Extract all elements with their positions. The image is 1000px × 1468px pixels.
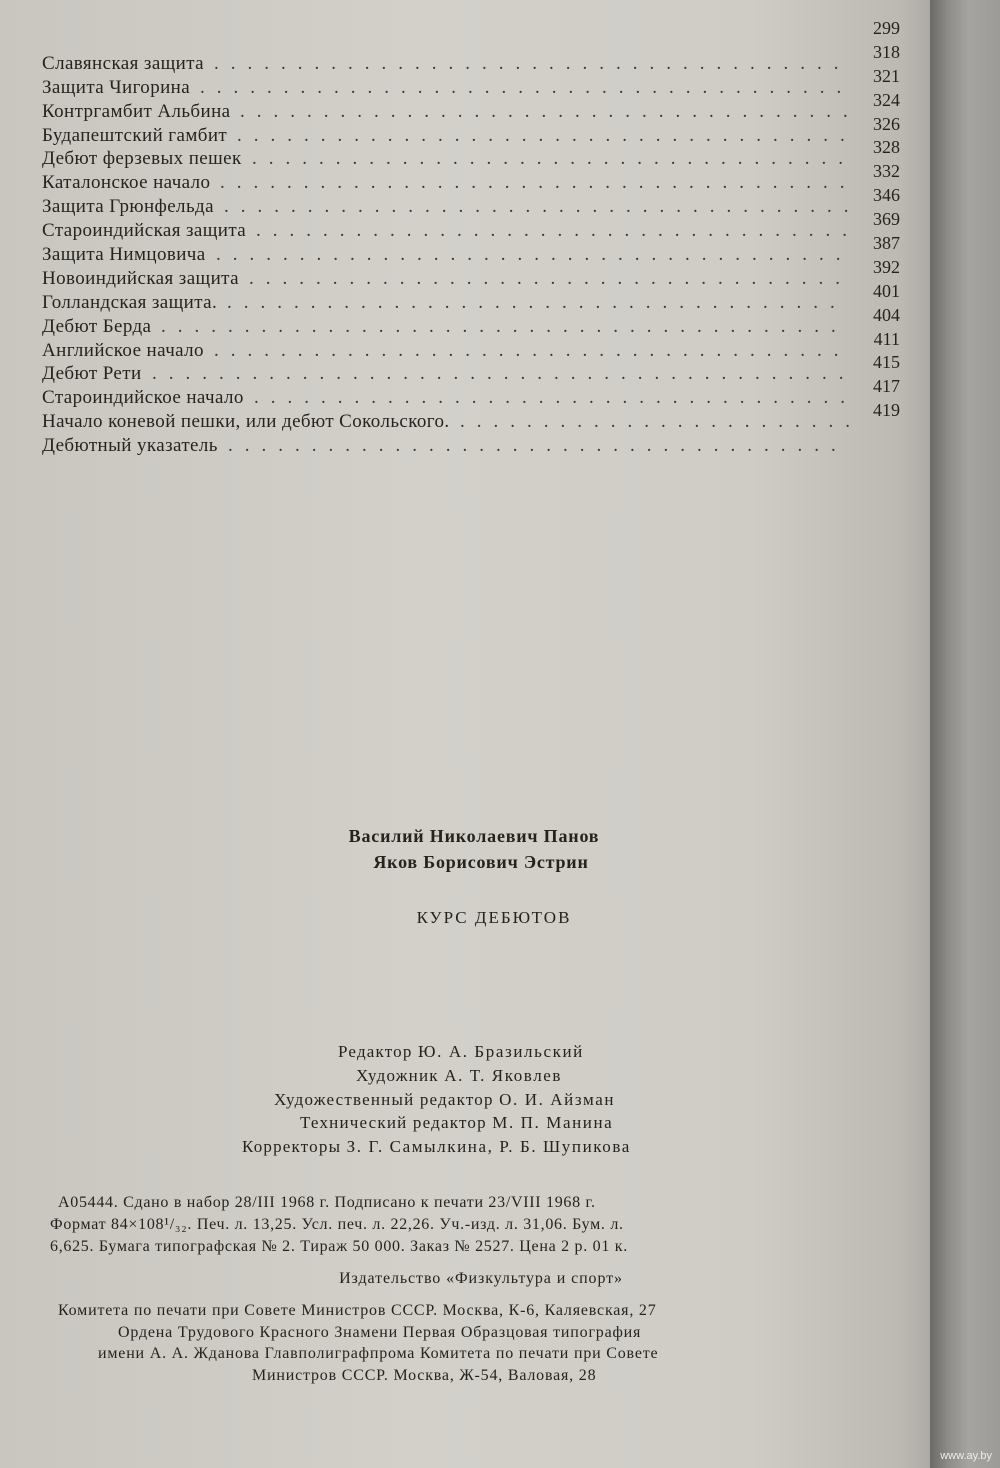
toc-entry-page: 332: [873, 161, 900, 182]
credit-editor: [338, 1040, 1000, 1064]
toc-entry-title: Славянская защита: [42, 52, 205, 74]
credits-list: [0, 1040, 938, 1159]
toc-entry-page: 404: [873, 304, 900, 325]
toc-leader-dots: ......................................: [214, 339, 851, 361]
toc-entry-page: 401: [873, 280, 900, 301]
toc-entry-page: 387: [873, 233, 900, 254]
credit-person: М. П. Манина: [492, 1113, 614, 1133]
toc-leader-dots: .....................................: [228, 435, 848, 457]
toc-entry: [42, 376, 922, 410]
toc-entry: [42, 185, 922, 219]
toc-entry-title: Дебют ферзевых пешек: [42, 148, 242, 170]
toc-leader-dots: ......................................: [214, 52, 851, 74]
toc-entry-page: 417: [873, 376, 900, 397]
print-details-line: Формат 84×108¹/₃₂. Печ. л. 13,25. Усл. печ. л. 22,26. Уч.-изд. л. 31,06. Бум. л.: [50, 1216, 624, 1233]
toc-entry-title: Дебют Рети: [42, 363, 142, 385]
toc-entry-page: 419: [873, 400, 900, 421]
toc-entry-page: 318: [873, 41, 900, 62]
toc-leader-dots: .....................................: [237, 124, 857, 146]
printer-line: имени А. А. Жданова Главполиграфпрома Комитета по печати при Совете: [98, 1345, 659, 1362]
toc-leader-dots: ....................................: [252, 148, 855, 170]
toc-entry: [42, 161, 922, 195]
author-2: Яков Борисович Эстрин: [373, 852, 589, 872]
toc-leader-dots: ....................................: [249, 267, 852, 289]
toc-entry-page: 369: [873, 209, 900, 230]
toc-leader-dots: .....................................: [240, 100, 860, 122]
print-details: [50, 1192, 948, 1258]
toc-entry-title: Новоиндийская защита: [42, 267, 239, 289]
toc-entry-title: Английское начало: [42, 339, 204, 361]
toc-entry-title: Каталонское начало: [42, 172, 211, 194]
toc-entry-page: 415: [873, 352, 900, 373]
toc-entry-page: 411: [873, 328, 900, 349]
toc-entry-title: Защита Нимцовича: [42, 244, 206, 266]
print-details-line: 6,625. Бумага типографская № 2. Тираж 50 000. Заказ № 2527. Цена 2 р. 01 к.: [50, 1238, 628, 1255]
toc-entry: [42, 65, 922, 100]
toc-entry-title: Контргамбит Альбина: [42, 100, 231, 122]
toc-leader-dots: ..........................................: [152, 363, 856, 385]
credit-person: А. Т. Яковлев: [444, 1065, 563, 1085]
toc-entry: [42, 400, 922, 434]
toc-leader-dots: .........................................: [161, 315, 848, 337]
toc-entry-title: Староиндийское начало: [42, 387, 244, 409]
toc-entry: [42, 209, 922, 243]
credit-role: Художник: [356, 1065, 439, 1085]
book-title: КУРС ДЕБЮТОВ: [416, 908, 572, 927]
toc-entry-title: Дебют Берда: [42, 315, 152, 337]
toc-entry: [42, 328, 922, 363]
toc-entry: [42, 41, 922, 76]
toc-entry-title: Начало коневой пешки, или дебют Сокольского.: [42, 411, 450, 433]
toc-entry-page: 326: [873, 113, 900, 134]
credit-role: Редактор: [338, 1042, 413, 1061]
credit-tech-editor: [300, 1111, 1000, 1135]
credit-person: Ю. А. Бразильский: [418, 1042, 584, 1061]
page-shadow-edge: [930, 0, 1000, 1468]
toc-entry-page: 346: [873, 185, 900, 206]
toc-leader-dots: ........................: [460, 411, 862, 433]
toc-entry: [42, 233, 922, 267]
credit-role: Технический редактор: [300, 1113, 487, 1133]
toc-entry-page: 299: [873, 18, 900, 38]
credit-role: Художественный редактор: [274, 1089, 494, 1109]
toc-leader-dots: ....................................: [256, 220, 859, 242]
toc-entry: [42, 113, 922, 148]
credit-proofreaders: [242, 1135, 1000, 1159]
toc-leader-dots: .....................................: [227, 291, 847, 313]
toc-entry-page: 324: [873, 89, 900, 110]
toc-entry: [42, 18, 922, 52]
toc-entry-page: 321: [873, 65, 900, 86]
toc-leader-dots: ......................................: [220, 172, 857, 194]
toc-entry-title: Дебютный указатель: [42, 435, 218, 457]
publisher-name: Издательство «Физкультура и спорт»: [339, 1270, 623, 1287]
print-details-line: А05444. Сдано в набор 28/III 1968 г. Подписано к печати 23/VIII 1968 г.: [58, 1194, 596, 1211]
printer-details: [50, 1300, 950, 1386]
toc-entry-title: Защита Чигорина: [42, 76, 191, 98]
toc-entry: [42, 89, 922, 124]
toc-entry-page: 392: [873, 256, 900, 277]
credit-role: Корректоры: [242, 1137, 342, 1157]
printer-line: Министров СССР. Москва, Ж-54, Валовая, 28: [252, 1366, 597, 1384]
toc-entry: [42, 137, 922, 171]
toc-entry: [42, 434, 922, 458]
watermark: www.ay.by: [940, 1450, 992, 1462]
toc-entry-title: Защита Грюнфельда: [42, 196, 214, 218]
toc-leader-dots: .......................................: [200, 76, 854, 98]
toc-entry-page: 328: [873, 137, 900, 158]
credit-artist: [356, 1064, 1000, 1088]
credit-person: О. И. Айзман: [499, 1089, 616, 1109]
publisher-committee: Комитета по печати при Совете Министров СССР. Москва, К-6, Каляевская, 27: [58, 1302, 657, 1319]
toc-leader-dots: ......................................: [216, 244, 853, 266]
credit-person: З. Г. Самылкина, Р. Б. Шупикова: [346, 1137, 631, 1157]
toc-entry-title: Будапештский гамбит: [42, 124, 228, 146]
toc-leader-dots: ......................................: [224, 196, 861, 218]
toc-entry: [42, 352, 922, 386]
author-1: Василий Николаевич Панов: [348, 826, 600, 846]
toc-entry-title: Староиндийская защита: [42, 220, 247, 242]
toc-leader-dots: ....................................: [254, 387, 857, 409]
table-of-contents: [42, 18, 922, 458]
toc-entry-title: Голландская защита.: [42, 291, 218, 313]
printer-line: Ордена Трудового Красного Знамени Первая Образцовая типография: [118, 1323, 642, 1341]
toc-entry: [42, 280, 922, 315]
toc-entry: [42, 256, 922, 291]
toc-entry: [42, 304, 922, 339]
credit-art-editor: [274, 1088, 1000, 1112]
